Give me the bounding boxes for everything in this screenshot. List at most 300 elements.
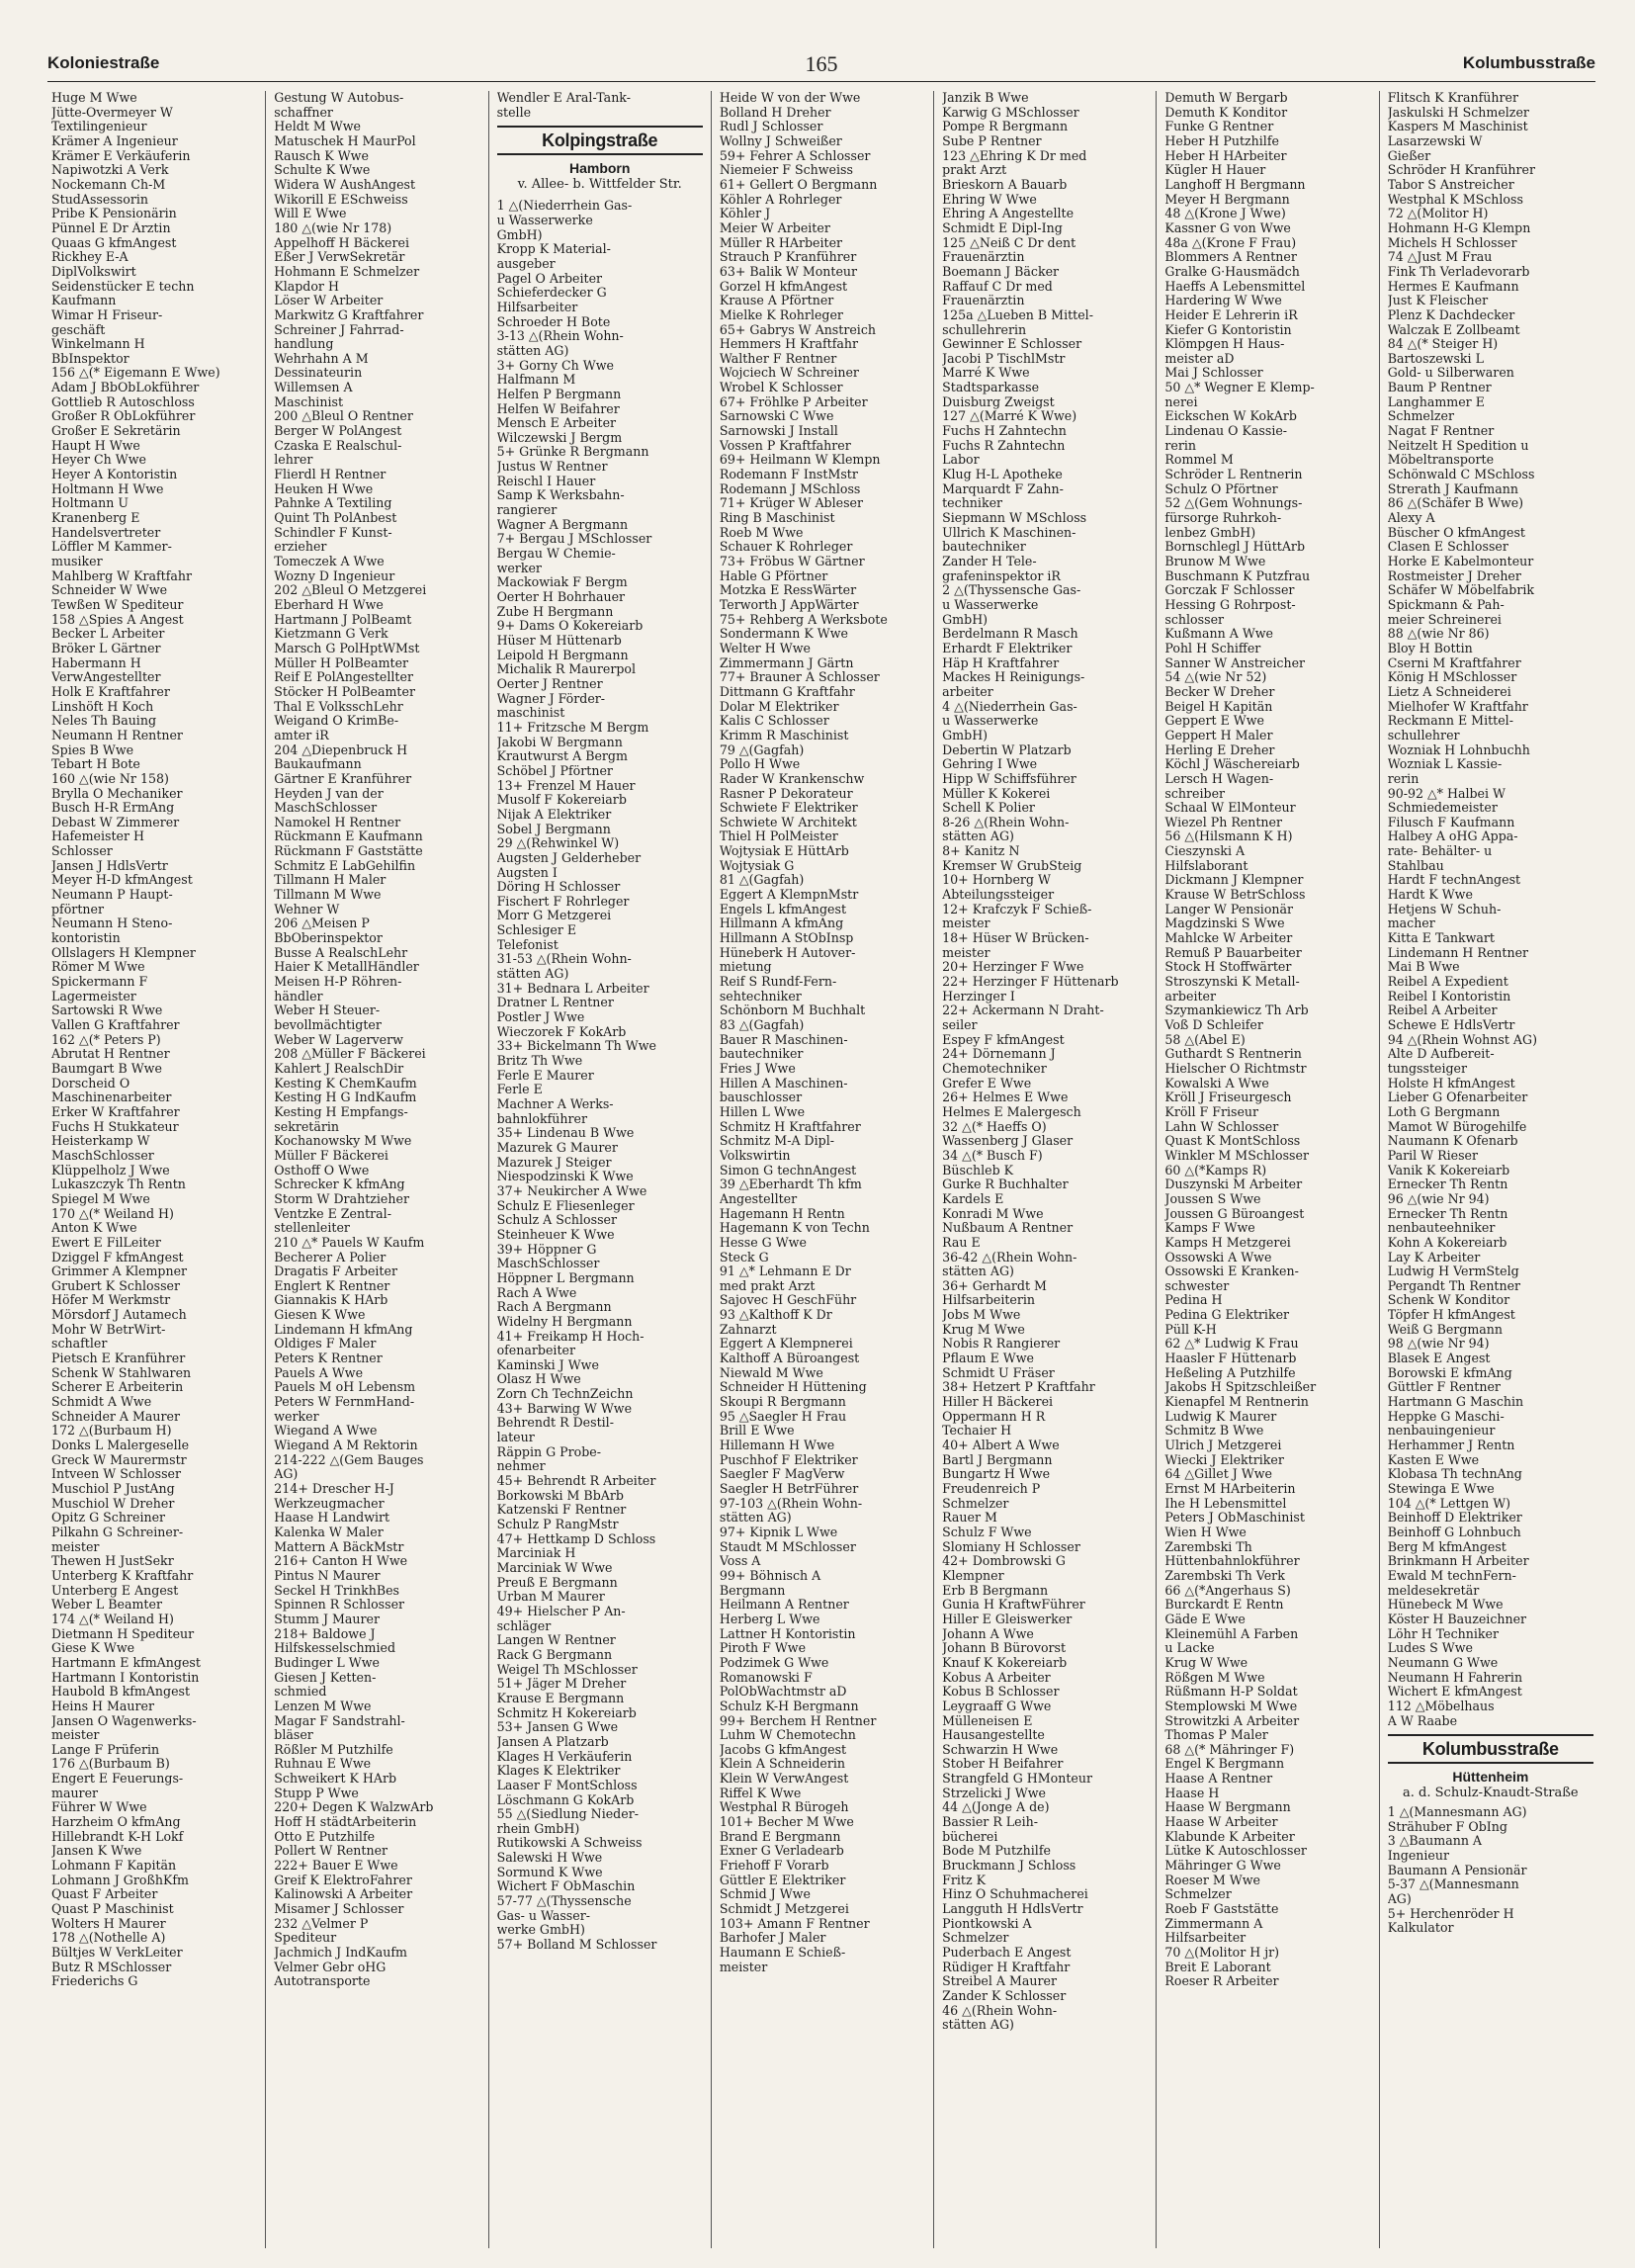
directory-entry: Mensch E Arbeiter (496, 416, 617, 431)
directory-entry: Johann A Wwe (942, 1626, 1034, 1641)
directory-entry: Motzka E RessWärter (719, 583, 857, 598)
directory-entry: Postler J Wwe (496, 1010, 585, 1025)
directory-entry: Hetjens W Schuh- (1387, 902, 1502, 916)
directory-entry: Schulz F Wwe (942, 1525, 1032, 1539)
directory-entry: Bassier R Leih- (942, 1815, 1039, 1830)
directory-entry: schullehrer (1387, 728, 1460, 742)
directory-entry: Schmitz E LabGehilfin (274, 858, 416, 873)
directory-entry: tungssteiger (1387, 1061, 1468, 1076)
directory-entry: Markwitz G Kraftfahrer (274, 307, 424, 322)
directory-entry: Podzimek G Wwe (719, 1655, 829, 1670)
directory-entry: 69+ Heilmann W Klempn (719, 453, 881, 468)
directory-entry: Kröll F Friseur (1164, 1104, 1259, 1119)
directory-entry: Thomas P Maler (1164, 1728, 1268, 1743)
directory-entry: Dragatis F Arbeiter (274, 1265, 397, 1279)
directory-entry: Unterberg K Kraftfahr (51, 1568, 194, 1583)
directory-entry: Jütte-Overmeyer W (51, 105, 173, 120)
directory-entry: Lukaszczyk Th Rentn (51, 1178, 186, 1192)
directory-entry: PolObWachtmstr aD (719, 1685, 847, 1700)
directory-entry: Hohmann H-G Klempn (1387, 220, 1531, 235)
directory-entry: Voss A (719, 1554, 761, 1569)
directory-entry: Anton K Wwe (51, 1221, 137, 1236)
directory-entry: Tomeczek A Wwe (274, 555, 385, 568)
directory-entry: 96 △(wie Nr 94) (1387, 1191, 1490, 1206)
directory-entry: Wagner A Bergmann (496, 517, 629, 532)
directory-entry: Klages H Verkäuferin (496, 1749, 633, 1764)
directory-entry: Büscher O kfmAngest (1387, 525, 1525, 540)
directory-entry: Widera W AushAngest (274, 177, 416, 192)
directory-entry: Busch H-R ErmAng (51, 801, 175, 816)
directory-entry: Ludwig H VermStelg (1387, 1265, 1519, 1279)
directory-entry: Morr G Metzgerei (496, 909, 612, 923)
directory-entry: Breit E Laborant (1164, 1960, 1271, 1974)
directory-entry: Zander H Tele- (942, 555, 1037, 568)
directory-entry: Stewinga E Wwe (1387, 1482, 1495, 1496)
directory-entry: Pribe K Pensionärin (51, 207, 177, 221)
directory-entry: 54 △(wie Nr 52) (1164, 670, 1267, 685)
directory-entry: Helfen W Beifahrer (496, 401, 620, 416)
directory-entry: Mazurek J Steiger (496, 1155, 612, 1170)
directory-entry: Kamps H Metzgerei (1164, 1235, 1291, 1250)
directory-entry: 37+ Neukircher A Wwe (496, 1183, 647, 1198)
directory-entry: Ruhnau E Wwe (274, 1757, 372, 1772)
directory-entry: Weber L Beamter (51, 1598, 162, 1613)
directory-entry: 160 △(wie Nr 158) (51, 771, 169, 786)
directory-entry: Kesting H G IndKaufm (274, 1090, 417, 1105)
directory-entry: Spies B Wwe (51, 742, 134, 757)
directory-entry: Müller H PolBeamter (274, 655, 409, 670)
directory-entry: Hipp W Schiffsführer (942, 771, 1076, 786)
directory-entry: Laaser F MontSchloss (496, 1778, 638, 1792)
directory-entry: 5+ Grünke R Bergmann (496, 445, 649, 460)
directory-entry: Neumann P Haupt- (51, 888, 173, 903)
directory-entry: Sanner W Anstreicher (1164, 655, 1306, 670)
directory-entry: Herzinger I (942, 989, 1015, 1003)
directory-entry: Heisterkamp W (51, 1134, 150, 1149)
directory-entry: Kröll J Friseurgesch (1164, 1090, 1292, 1105)
column-6 (1157, 91, 1379, 2248)
directory-entry: Joussen G Büroangest (1164, 1206, 1305, 1221)
directory-entry: Zander K Schlosser (942, 1988, 1067, 2003)
directory-entry: Storm W Drahtzieher (274, 1191, 409, 1206)
directory-entry: Voß D Schleifer (1164, 1018, 1263, 1032)
directory-entry: bevollmächtigter (274, 1018, 382, 1032)
directory-entry: Heide W von der Wwe (719, 91, 861, 105)
directory-entry: 74 △Just M Frau (1387, 250, 1493, 265)
directory-entry: Bartoszewski L (1387, 351, 1484, 366)
directory-entry: AG) (274, 1467, 299, 1482)
directory-entry: 56 △(Hilsmann K H) (1164, 829, 1293, 844)
directory-entry: Helmes E Malergesch (942, 1104, 1081, 1119)
directory-entry: Joussen S Wwe (1164, 1191, 1261, 1206)
directory-entry: Rader W Krankenschw (719, 771, 865, 786)
directory-entry: 158 △Spies A Angest (51, 612, 184, 627)
directory-entry: Müller F Bäckerei (274, 1148, 388, 1163)
directory-entry: Bornschlegl J HüttArb (1164, 540, 1306, 555)
directory-entry: Gas- u Wasser- (496, 1908, 590, 1923)
directory-entry: Jakobs H Spitzschleißer (1164, 1380, 1317, 1395)
directory-entry: Olasz H Wwe (496, 1372, 581, 1387)
directory-entry: Brinkmann H Arbeiter (1387, 1554, 1529, 1569)
directory-entry: Greif K ElektroFahrer (274, 1873, 412, 1887)
directory-entry: Langguth H HdlsVertr (942, 1902, 1083, 1917)
directory-entry: Bauer R Maschinen- (719, 1032, 848, 1047)
directory-entry: 13+ Frenzel M Hauer (496, 778, 636, 793)
directory-entry: Schulz P RangMstr (496, 1518, 619, 1532)
directory-entry: stätten AG) (942, 829, 1014, 844)
directory-entry: Hardt F technAngest (1387, 873, 1521, 888)
directory-entry: 11+ Fritzsche M Bergm (496, 720, 649, 735)
directory-entry: Gehring I Wwe (942, 757, 1038, 772)
directory-entry: Weber H Steuer- (274, 1003, 381, 1018)
directory-entry: Kußmann A Wwe (1164, 627, 1274, 642)
directory-entry: 112 △Möbelhaus (1387, 1699, 1495, 1713)
directory-entry: 32 △(* Haeffs O) (942, 1119, 1047, 1134)
directory-entry: 22+ Ackermann N Draht- (942, 1003, 1104, 1018)
directory-entry: Wiezel Ph Rentner (1164, 815, 1283, 829)
directory-entry: Hilfsarbeiter (1164, 1931, 1247, 1946)
directory-entry: sehtechniker (719, 989, 802, 1003)
directory-entry: Höfer M Werkmstr (51, 1293, 171, 1308)
directory-entry: 125 △Neiß C Dr dent (942, 235, 1076, 250)
directory-entry: Puschhof F Elektriker (719, 1452, 858, 1467)
directory-entry: Schulte K Wwe (274, 163, 371, 178)
directory-entry: 7+ Bergau J MSchlosser (496, 532, 652, 547)
directory-entry: Samp K Werksbahn- (496, 488, 625, 503)
directory-entry: Kahlert J RealschDir (274, 1061, 404, 1076)
directory-entry: Weiß G Bergmann (1387, 1322, 1504, 1337)
directory-entry: Quaas G kfmAngest (51, 235, 177, 250)
directory-entry: Wojtysiak G (719, 858, 795, 873)
directory-entry: Schneider A Maurer (51, 1409, 181, 1424)
directory-entry: Zimmermann J Gärtn (719, 655, 854, 670)
directory-entry: Lohmann J GroßhKfm (51, 1873, 189, 1887)
directory-entry: 101+ Becher M Wwe (719, 1815, 854, 1830)
directory-entry: Schmidt E Dipl-Ing (942, 220, 1063, 235)
directory-entry: 57-77 △(Thyssensche (496, 1894, 632, 1909)
directory-entry: 162 △(* Peters P) (51, 1032, 161, 1047)
directory-entry: Mohr W BetrWirt- (51, 1322, 166, 1337)
directory-entry: Peters W FernmHand- (274, 1395, 415, 1410)
directory-entry: Schauer K Rohrleger (719, 540, 853, 555)
directory-entry: Linshöft H Koch (51, 699, 154, 714)
directory-entry: Westphal R Bürogeh (719, 1800, 849, 1815)
directory-entry: Rach A Bergmann (496, 1300, 612, 1315)
directory-entry: Abteilungssteiger (942, 888, 1055, 903)
directory-entry: Busse A RealschLehr (274, 945, 408, 960)
directory-entry: Ferle E Maurer (496, 1068, 594, 1083)
directory-entry: Bungartz H Wwe (942, 1467, 1051, 1482)
directory-entry: Hielscher O Richtmstr (1164, 1061, 1307, 1076)
directory-entry: 222+ Bauer E Wwe (274, 1859, 398, 1874)
directory-entry: 104 △(* Lettgen W) (1387, 1496, 1511, 1511)
directory-entry: Hagemann H Rentn (719, 1206, 845, 1221)
directory-entry: Mielke K Rohrleger (719, 307, 843, 322)
directory-entry: Herhammer J Rentn (1387, 1439, 1515, 1453)
directory-entry: Köster H Bauzeichner (1387, 1612, 1527, 1626)
directory-entry: Heldt M Wwe (274, 120, 361, 134)
directory-entry: Kitta E Tankwart (1387, 931, 1495, 946)
directory-entry: 55 △(Siedlung Nieder- (496, 1807, 639, 1822)
directory-entry: Wolters H Maurer (51, 1916, 166, 1931)
directory-entry: Demuth K Konditor (1164, 105, 1288, 120)
directory-entry: bahnlokführer (496, 1111, 587, 1126)
directory-entry: 36+ Gerhardt M (942, 1278, 1047, 1293)
directory-entry: Janzik B Wwe (942, 91, 1029, 105)
directory-entry: Dratner L Rentner (496, 996, 614, 1010)
directory-entry: Zarembski Th Verk (1164, 1568, 1285, 1583)
directory-entry: Justus W Rentner (496, 460, 608, 475)
directory-entry: Wiegand A Wwe (274, 1424, 378, 1439)
directory-entry: Sobel J Bergmann (496, 822, 611, 836)
directory-entry: Lohmann F Kapitän (51, 1859, 177, 1874)
directory-entry: Hartmann I Kontoristin (51, 1670, 200, 1685)
directory-entry: Reibel I Kontoristin (1387, 989, 1511, 1003)
directory-entry: Kaspers M Maschinist (1387, 120, 1528, 134)
directory-entry: rangierer (496, 503, 558, 518)
directory-entry: 31+ Bednara L Arbeiter (496, 981, 649, 996)
directory-entry: Lenzen M Wwe (274, 1699, 372, 1713)
directory-entry: 35+ Lindenau B Wwe (496, 1126, 635, 1141)
directory-entry: Langhoff H Bergmann (1164, 177, 1306, 192)
directory-entry: Maschinist (274, 394, 344, 409)
directory-entry: Marré K Wwe (942, 366, 1030, 381)
directory-entry: 204 △Diepenbruck H (274, 742, 408, 757)
directory-entry: Eggert A KlempnMstr (719, 888, 859, 903)
directory-entry: Marquardt F Zahn- (942, 481, 1064, 496)
directory-entry: Müller K Kokerei (942, 786, 1051, 801)
directory-entry: Strzelicki J Wwe (942, 1786, 1046, 1800)
directory-entry: Luhm W Chemotechn (719, 1728, 856, 1743)
directory-entry: Boemann J Bäcker (942, 264, 1060, 279)
directory-entry: 1 △(Niederrhein Gas- (496, 199, 633, 214)
directory-entry: Strähuber F ObIng (1387, 1819, 1507, 1834)
directory-entry: Telefonist (496, 937, 559, 952)
directory-entry: MaschSchlosser (496, 1257, 600, 1271)
directory-entry: 43+ Barwing W Wwe (496, 1401, 633, 1416)
directory-entry: Brill E Wwe (719, 1424, 795, 1439)
directory-entry: Pollo H Wwe (719, 757, 801, 772)
directory-entry: Otto E Putzhilfe (274, 1829, 376, 1844)
directory-entry: Schmitz B Wwe (1164, 1424, 1264, 1439)
directory-entry: Lieber G Ofenarbeiter (1387, 1090, 1528, 1105)
directory-entry: Wimar H Friseur- (51, 307, 163, 322)
directory-entry: Espey F kfmAngest (942, 1032, 1065, 1047)
directory-entry: bläser (274, 1728, 313, 1743)
directory-entry: Rodemann F InstMstr (719, 468, 858, 482)
directory-entry: Barhofer J Maler (719, 1931, 826, 1946)
directory-entry: Berdelmann R Masch (942, 627, 1078, 642)
directory-entry: Winkelmann H (51, 337, 145, 352)
directory-entry: Gäde E Wwe (1164, 1612, 1246, 1626)
directory-entry: Rudl J Schlosser (719, 120, 823, 134)
directory-entry: Schäfer W Möbelfabrik (1387, 583, 1535, 598)
directory-entry: Pünnel E Dr Ärztin (51, 220, 171, 235)
directory-entry: Ferle E (496, 1083, 543, 1097)
directory-entry: Rüdiger H Kraftfahr (942, 1960, 1071, 1974)
directory-entry: 38+ Hetzert P Kraftfahr (942, 1380, 1095, 1395)
directory-entry: VerwAngestellter (51, 670, 161, 685)
directory-entry: Engert E Feuerungs- (51, 1772, 184, 1787)
directory-entry: Rau E (942, 1235, 981, 1250)
directory-entry: pförtner (51, 902, 104, 916)
directory-entry: Rach A Wwe (496, 1285, 577, 1300)
directory-entry: Walther F Rentner (719, 351, 837, 366)
directory-entry: Pahnke A Textiling (274, 496, 392, 511)
directory-entry: Wojciech W Schreiner (719, 366, 859, 381)
directory-entry: Adam J BbObLokführer (51, 381, 200, 395)
directory-entry: Skoupi R Bergmann (719, 1395, 846, 1410)
directory-entry: Schmidt A Wwe (51, 1395, 152, 1410)
column-7 (1380, 91, 1601, 2248)
directory-entry: Kropp K Material- (496, 242, 611, 257)
directory-entry: 73+ Fröbus W Gärtner (719, 555, 865, 568)
directory-entry: erzieher (274, 540, 327, 555)
directory-entry: Remuß P Bauarbeiter (1164, 945, 1302, 960)
directory-entry: Ihe H Lebensmittel (1164, 1496, 1287, 1511)
directory-entry: Quast K MontSchloss (1164, 1134, 1301, 1149)
directory-entry: Sartowski R Wwe (51, 1003, 163, 1018)
directory-entry: Püll K-H (1164, 1322, 1217, 1337)
directory-entry: Bröker L Gärtner (51, 641, 161, 655)
directory-entry: Rostmeister J Dreher (1387, 568, 1521, 583)
directory-entry: Pauels A Wwe (274, 1365, 364, 1380)
directory-entry: Eßer J VerwSekretär (274, 250, 405, 265)
directory-entry: Schmelzer (942, 1496, 1009, 1511)
directory-entry: Mörsdorf J Autamech (51, 1308, 187, 1323)
directory-entry: Reischl I Hauer (496, 474, 596, 488)
directory-entry: Puderbach E Angest (942, 1946, 1072, 1960)
directory-entry: Mai J Schlosser (1164, 366, 1263, 381)
directory-entry: 216+ Canton H Wwe (274, 1554, 408, 1569)
directory-entry: Tebart H Bote (51, 757, 140, 772)
directory-entry: Lindenau O Kassie- (1164, 424, 1288, 439)
directory-entry: 103+ Amann F Rentner (719, 1916, 870, 1931)
directory-entry: Klug H-L Apotheke (942, 468, 1063, 482)
directory-entry: 125a △Lueben B Mittel- (942, 307, 1093, 322)
directory-entry: 88 △(wie Nr 86) (1387, 627, 1490, 642)
directory-entry: Schmitz H Kokereiarb (496, 1705, 637, 1720)
directory-entry: Michels H Schlosser (1387, 235, 1517, 250)
directory-entry: Rausch K Wwe (274, 148, 369, 163)
directory-entry: GmbH) (496, 227, 543, 242)
directory-entry: Lütke K Autoschlosser (1164, 1844, 1307, 1859)
directory-entry: Rößler M Putzhilfe (274, 1742, 393, 1757)
directory-entry: Krimm R Maschinist (719, 728, 849, 742)
directory-entry: Dorscheid O (51, 1076, 130, 1090)
directory-entry: 232 △Velmer P (274, 1916, 369, 1931)
directory-entry: Sube P Rentner (942, 133, 1042, 148)
directory-entry: Löschmann G KokArb (496, 1792, 635, 1807)
directory-entry: nenbauingenieur (1387, 1424, 1496, 1439)
directory-entry: Lagermeister (51, 989, 136, 1003)
directory-entry: Wrobel K Schlosser (719, 381, 843, 395)
directory-entry: Beinhoff D Elektriker (1387, 1511, 1522, 1526)
directory-entry: Oerter H Bohrhauer (496, 590, 626, 605)
directory-entry: nenbauteehniker (1387, 1221, 1496, 1236)
directory-entry: 127 △(Marré K Wwe) (942, 409, 1077, 424)
directory-entry: bauschlosser (719, 1090, 803, 1105)
directory-entry: Heyer A Kontoristin (51, 468, 178, 482)
street-title: Kolumbusstraße (1421, 1739, 1559, 1760)
directory-entry: Ludes S Wwe (1387, 1641, 1473, 1656)
directory-entry: Wilczewski J Bergm (496, 430, 623, 445)
directory-entry: Strangfeld G HMonteur (942, 1772, 1093, 1787)
directory-entry: rhein GmbH) (496, 1821, 580, 1836)
directory-entry: Sarnowski C Wwe (719, 409, 834, 424)
directory-entry: 172 △(Burbaum H) (51, 1424, 172, 1439)
directory-entry: Baumann A Pensionär (1387, 1863, 1527, 1877)
directory-entry: Mähringer G Wwe (1164, 1859, 1281, 1874)
directory-entry: Wehrhahn A M (274, 351, 369, 366)
directory-entry: Geppert E Wwe (1164, 714, 1264, 729)
directory-entry: 208 △Müller F Bäckerei (274, 1047, 426, 1062)
directory-entry: Pietsch E Kranführer (51, 1352, 186, 1366)
directory-entry: Steck G (719, 1250, 769, 1265)
directory-entry: Kesting K ChemKaufm (274, 1076, 417, 1090)
directory-entry: techniker (942, 496, 1003, 511)
directory-entry: Kasten E Wwe (1387, 1452, 1480, 1467)
column-4 (712, 91, 934, 2248)
directory-entry: Werkzeugmacher (274, 1496, 385, 1511)
directory-entry: 91 △* Lehmann E Dr (719, 1265, 851, 1279)
directory-entry: händler (274, 989, 323, 1003)
directory-entry: rate- Behälter- u (1387, 844, 1493, 859)
directory-entry: lenbez GmbH) (1164, 525, 1256, 540)
directory-entry: Schenk W Stahlwaren (51, 1365, 192, 1380)
directory-entry: Rückmann E Kaufmann (274, 829, 423, 844)
directory-entry: Autotransporte (274, 1974, 371, 1989)
directory-entry: Heßeling A Putzhilfe (1164, 1365, 1296, 1380)
directory-entry: StudAssessorin (51, 192, 149, 207)
directory-entry: Walczak E Zollbeamt (1387, 322, 1520, 337)
directory-entry: 59+ Fehrer A Schlosser (719, 148, 871, 163)
directory-entry: Haubold B kfmAngest (51, 1685, 191, 1700)
directory-entry: Rauer M (942, 1511, 997, 1526)
directory-entry: Rickhey E-A (51, 250, 129, 265)
directory-entry: Krause A Pförtner (719, 294, 834, 308)
directory-entry: Hartmann G Maschin (1387, 1395, 1524, 1410)
directory-entry: Hillmann A StObInsp (719, 931, 854, 946)
directory-entry: Pauels M oH Lebensm (274, 1380, 416, 1395)
directory-entry: Exner G Verladearb (719, 1844, 844, 1859)
directory-entry: schaftler (51, 1337, 108, 1352)
directory-entry: Frauenärztin (942, 250, 1025, 265)
directory-entry: Schwiete F Elektriker (719, 801, 858, 816)
directory-entry: Heyden J van der (274, 786, 384, 801)
directory-entry: Pedina G Elektriker (1164, 1308, 1290, 1323)
directory-entry: Pedina H (1164, 1293, 1223, 1308)
directory-entry: 50 △* Wegner E Klemp- (1164, 381, 1315, 395)
directory-entry: Schneider W Wwe (51, 583, 168, 598)
directory-entry: Räppin G Probe- (496, 1444, 602, 1459)
directory-entry: Donks L Malergeselle (51, 1439, 190, 1453)
directory-entry: Greck W Maurermstr (51, 1452, 187, 1467)
directory-entry: Wehner W (274, 902, 340, 916)
directory-entry: Appelhoff H Bäckerei (274, 235, 410, 250)
directory-entry: Westphal K MSchloss (1387, 192, 1523, 207)
column-3 (489, 91, 712, 2248)
street-range: a. d. Schulz-Knaudt-Straße (1403, 1786, 1579, 1801)
directory-entry: Sondermann K Wwe (719, 627, 848, 642)
directory-entry: Cieszynski A (1164, 844, 1246, 859)
directory-entry: werke GmbH) (496, 1923, 585, 1938)
directory-entry: 81 △(Gagfah) (719, 873, 805, 888)
directory-entry: 70 △(Molitor H jr) (1164, 1946, 1280, 1960)
directory-entry: Langen W Rentner (496, 1633, 616, 1648)
directory-entry: Klömpgen H Haus- (1164, 337, 1285, 352)
directory-entry: Roeb F Gaststätte (1164, 1902, 1279, 1917)
